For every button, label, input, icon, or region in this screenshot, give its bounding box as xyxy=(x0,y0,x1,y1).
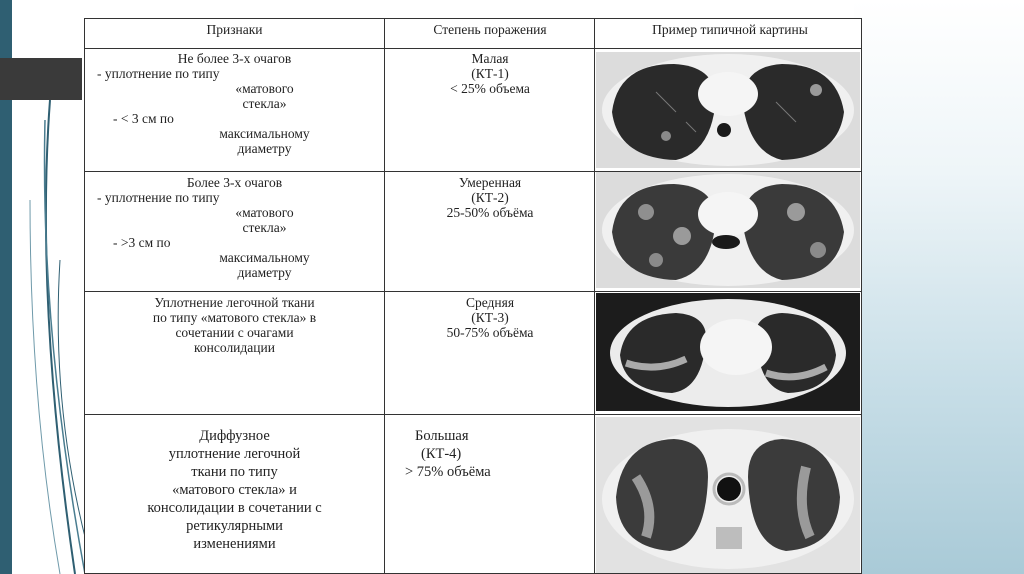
column-divider xyxy=(384,19,385,573)
table-row-3-signs: Уплотнение легочной ткани по типу «матового стекла» в сочетании с очагами консолидации xyxy=(152,295,317,355)
header-example: Пример типичной картины xyxy=(652,22,808,37)
ct-scan-image-1 xyxy=(596,52,860,168)
header-signs: Признаки xyxy=(206,22,263,37)
ct-scan-image-2 xyxy=(596,172,860,288)
table-row-2-degree: Умеренная (КТ-2) 25-50% объёма xyxy=(446,175,534,220)
row-divider xyxy=(85,414,861,415)
ct-severity-table xyxy=(84,18,862,574)
background-gradient xyxy=(854,0,1024,574)
left-dark-block xyxy=(0,58,82,100)
table-row-4-degree: Большая (КТ-4) > 75% объёма xyxy=(405,428,491,480)
header-degree: Степень поражения xyxy=(433,22,547,37)
ct-scan-image-4 xyxy=(596,417,860,573)
table-row-1-degree: Малая (КТ-1) < 25% объема xyxy=(450,51,530,96)
table-row-1-signs: Не более 3-х очагов - уплотнение по типу «матового стекла» - < 3 см по максимальному диаметру xyxy=(97,51,310,156)
table-header xyxy=(85,19,861,49)
table-row-3-degree: Средняя (КТ-3) 50-75% объёма xyxy=(446,295,534,340)
ct-scan-image-3 xyxy=(596,293,860,411)
column-divider xyxy=(594,19,595,573)
table-row-2-signs: Более 3-х очагов - уплотнение по типу «матового стекла» - >3 см по максимальному диаметру xyxy=(97,175,310,280)
row-divider xyxy=(85,291,861,292)
table-row-4-signs: Диффузное уплотнение легочной ткани по типу «матового стекла» и консолидации в сочетании с ретикулярными изменениями xyxy=(147,428,322,552)
